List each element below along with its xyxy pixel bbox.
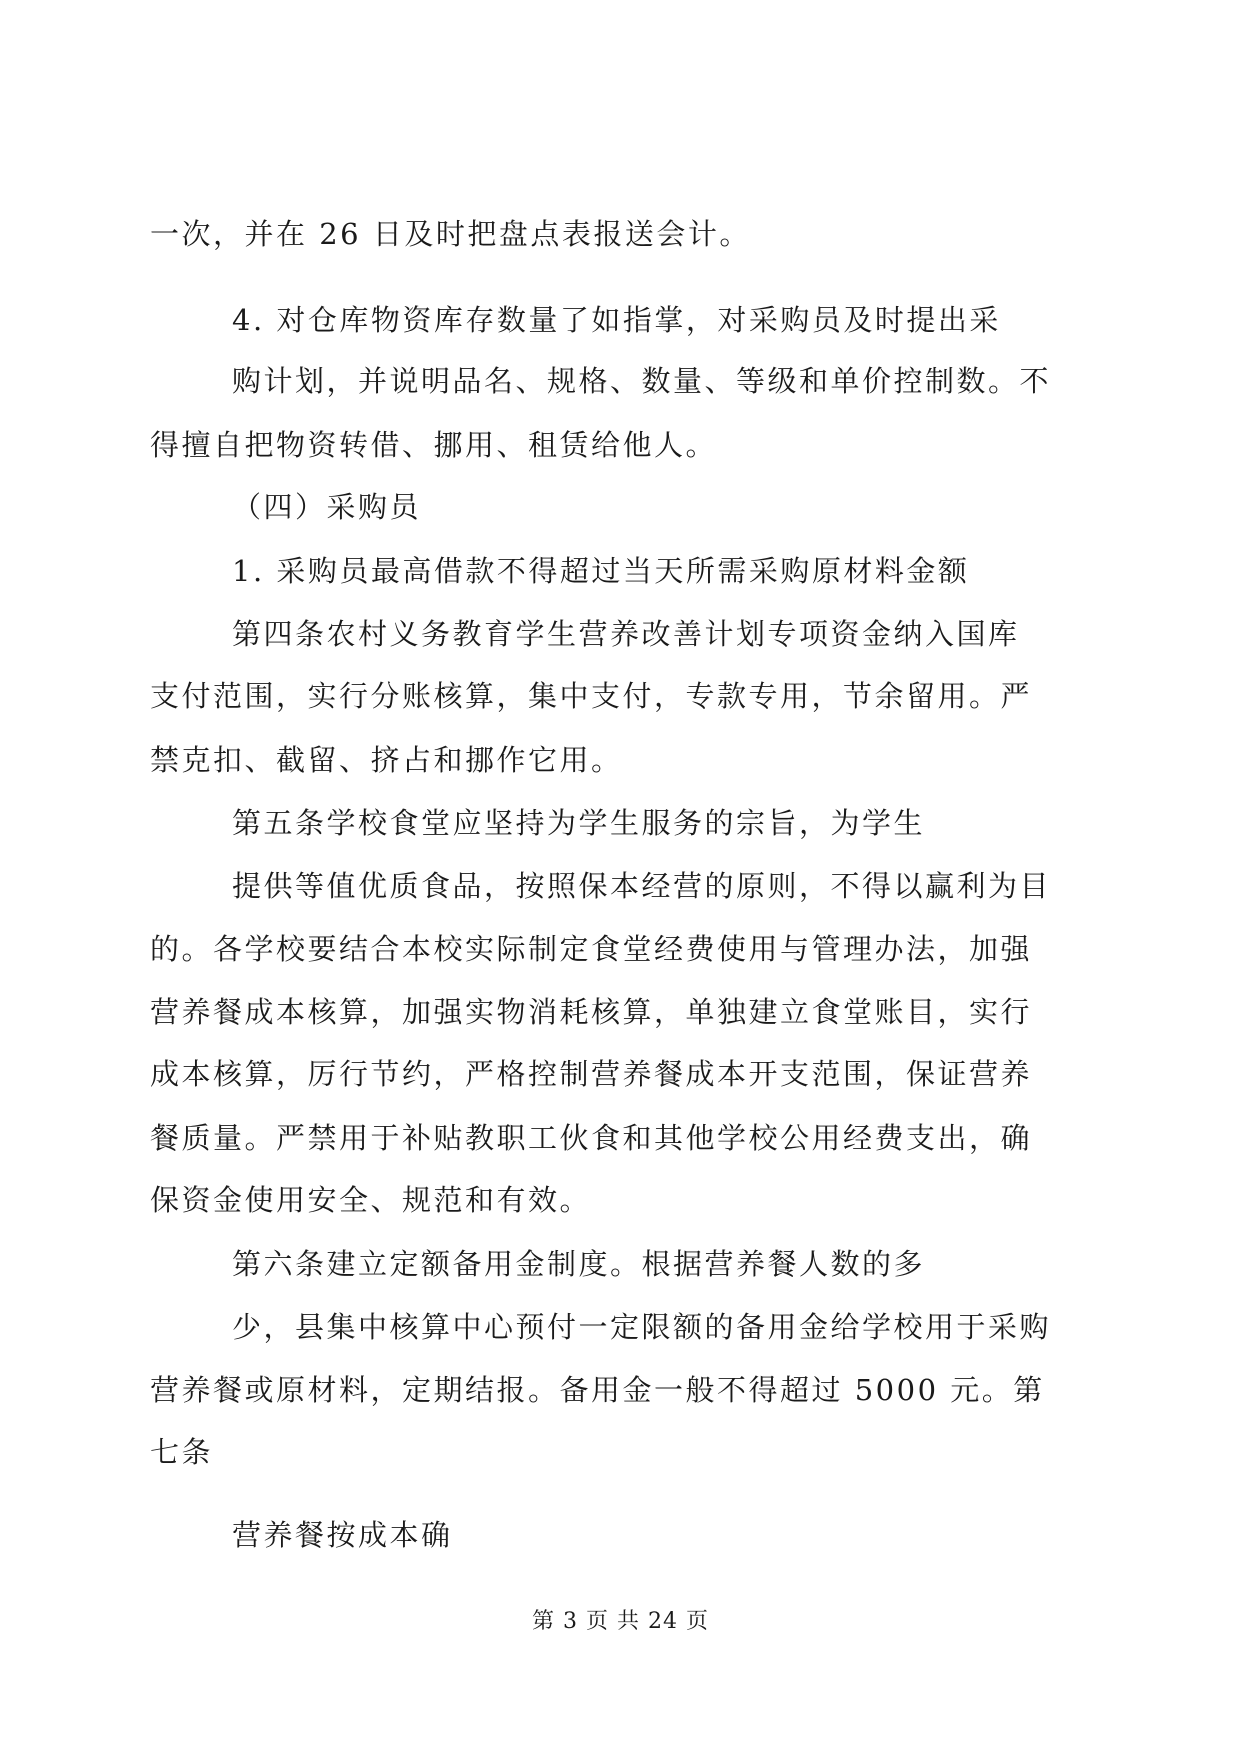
text-line-14: 成本核算，厉行节约，严格控制营养餐成本开支范围，保证营养 xyxy=(150,1057,1033,1091)
text-line-2: 4. 对仓库物资库存数量了如指掌，对采购员及时提出采 xyxy=(232,303,1001,337)
text-line-20: 七条 xyxy=(150,1435,214,1469)
text-line-1: 一次，并在 26 日及时把盘点表报送会计。 xyxy=(150,217,751,251)
text-line-9: 禁克扣、截留、挤占和挪作它用。 xyxy=(150,743,623,777)
text-line-11: 提供等值优质食品，按照保本经营的原则，不得以赢利为目 xyxy=(232,869,1052,903)
text-line-7: 第四条农村义务教育学生营养改善计划专项资金纳入国库 xyxy=(232,617,1020,651)
text-line-19: 营养餐或原材料，定期结报。备用金一般不得超过 5000 元。第 xyxy=(150,1373,1045,1407)
text-line-21: 营养餐按成本确 xyxy=(232,1518,453,1552)
text-line-10: 第五条学校食堂应坚持为学生服务的宗旨，为学生 xyxy=(232,806,926,840)
text-line-17: 第六条建立定额备用金制度。根据营养餐人数的多 xyxy=(232,1247,926,1281)
text-line-16: 保资金使用安全、规范和有效。 xyxy=(150,1183,592,1217)
text-line-18: 少，县集中核算中心预付一定限额的备用金给学校用于采购 xyxy=(232,1310,1052,1344)
text-line-8: 支付范围，实行分账核算，集中支付，专款专用，节余留用。严 xyxy=(150,679,1033,713)
text-line-15: 餐质量。严禁用于补贴教职工伙食和其他学校公用经费支出，确 xyxy=(150,1121,1033,1155)
text-line-5: （四）采购员 xyxy=(232,490,422,524)
text-line-12: 的。各学校要结合本校实际制定食堂经费使用与管理办法，加强 xyxy=(150,932,1033,966)
text-line-13: 营养餐成本核算，加强实物消耗核算，单独建立食堂账目，实行 xyxy=(150,995,1033,1029)
page-number-footer: 第 3 页 共 24 页 xyxy=(532,1609,709,1634)
text-line-6: 1. 采购员最高借款不得超过当天所需采购原材料金额 xyxy=(232,554,970,588)
text-line-3: 购计划，并说明品名、规格、数量、等级和单价控制数。不 xyxy=(232,364,1052,398)
text-line-4: 得擅自把物资转借、挪用、租赁给他人。 xyxy=(150,428,718,462)
